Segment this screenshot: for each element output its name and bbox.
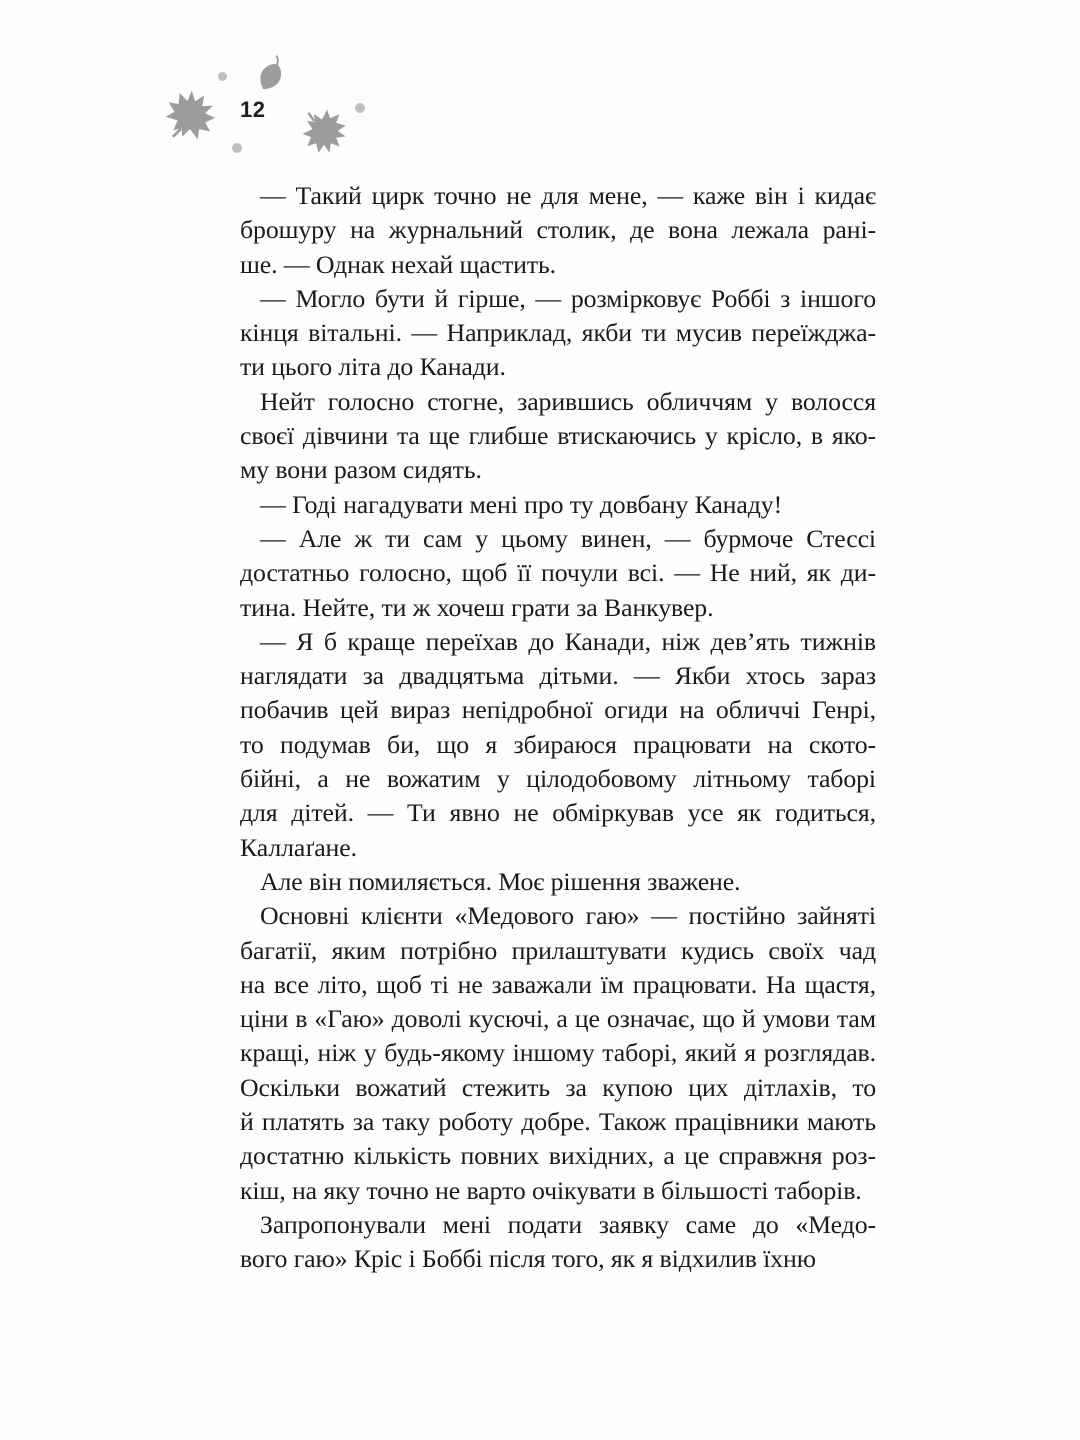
text-line: — Але ж ти сам у цьому винен, — бурмоче Стессі [260, 523, 876, 553]
text-line: тина. Нейте, ти ж хочеш грати за Ванкувер. [240, 592, 714, 622]
paragraph [240, 488, 876, 522]
paragraph [240, 522, 876, 625]
text-line: багатії, яким потрібно прилаштувати кудись своїх чад [240, 935, 876, 965]
paragraph [240, 1208, 876, 1277]
text-line: ти цього літа до Канади. [240, 352, 506, 382]
ornament-dot [218, 72, 227, 81]
text-line: му вони разом сидять. [240, 455, 482, 485]
text-line: ше. — Однак нехай щастить. [240, 249, 557, 279]
paragraph [240, 385, 876, 488]
paragraph [240, 179, 876, 282]
text-line: достатню кількість повних вихідних, а це справжня роз- [240, 1141, 876, 1171]
paragraph [240, 865, 876, 899]
text-line: брошуру на журнальний столик, де вона лежала рані- [240, 215, 876, 245]
paragraph [240, 625, 876, 865]
text-line: своєї дівчини та ще глибше втискаючись у крісло, в яко- [240, 421, 876, 451]
text-line: то подумав би, що я збираюся працювати на ското- [240, 729, 876, 759]
text-line: Нейт голосно стогне, зарившись обличчям у волосся [260, 386, 876, 416]
ornament-dot [355, 103, 365, 113]
text-line: Основні клієнти «Медового гаю» — постійно зайняті [260, 901, 876, 931]
text-line: Каллаґане. [240, 832, 357, 862]
text-line: ціни в «Гаю» доволі кусючі, а це означає, що й умови там [240, 1004, 876, 1034]
text-line: й платять за таку роботу добре. Також працівники мають [240, 1107, 876, 1137]
text-line: — Могло бути й гірше, — розмірковує Роббі з іншого [260, 283, 876, 313]
text-line: бійні, а не вожатим у цілодобовому літньому таборі [240, 764, 876, 794]
text-line: для дітей. — Ти явно не обміркував усе як годиться, [240, 798, 876, 828]
text-line: Запропонували мені подати заявку саме до «Медо- [260, 1209, 876, 1239]
text-line: — Я б краще переїхав до Канади, ніж дев’ять тижнів [260, 626, 876, 656]
text-line: — Такий цирк точно не для мене, — каже він і кидає [260, 181, 876, 210]
text-line: Оскільки вожатий стежить за купою цих дітлахів, то [240, 1072, 876, 1102]
text-line: кращі, ніж у будь-якому іншому таборі, який я розглядав. [240, 1038, 876, 1068]
text-line: вого гаю» Кріс і Боббі після того, як я відхилив їхню [240, 1244, 816, 1274]
text-line: побачив цей вираз непідробної огиди на обличчі Генрі, [240, 695, 876, 725]
maple-leaf-icon [152, 78, 227, 153]
birch-leaf-icon [245, 46, 299, 101]
maple-leaf-icon [289, 96, 358, 165]
text-line: достатньо голосно, щоб її почули всі. — Не ний, як ди- [240, 558, 876, 588]
text-line: — Годі нагадувати мені про ту довбану Канаду! [260, 489, 783, 519]
body-text [240, 179, 876, 1277]
text-line: Але він помиляється. Моє рішення зважене. [260, 866, 741, 896]
text-line: на все літо, щоб ті не заважали їм працювати. На щастя, [240, 969, 876, 999]
text-line: кінця вітальні. — Наприклад, якби ти мусив переїжджа- [240, 318, 876, 348]
paragraph [240, 899, 876, 1208]
text-line: наглядати за двадцятьма дітьми. — Якби хтось зараз [240, 661, 876, 691]
text-line: кіш, на яку точно не варто очікувати в більшості таборів. [240, 1175, 862, 1205]
ornament-dot [232, 143, 242, 153]
page-number: 12 [240, 97, 266, 122]
paragraph [240, 282, 876, 385]
